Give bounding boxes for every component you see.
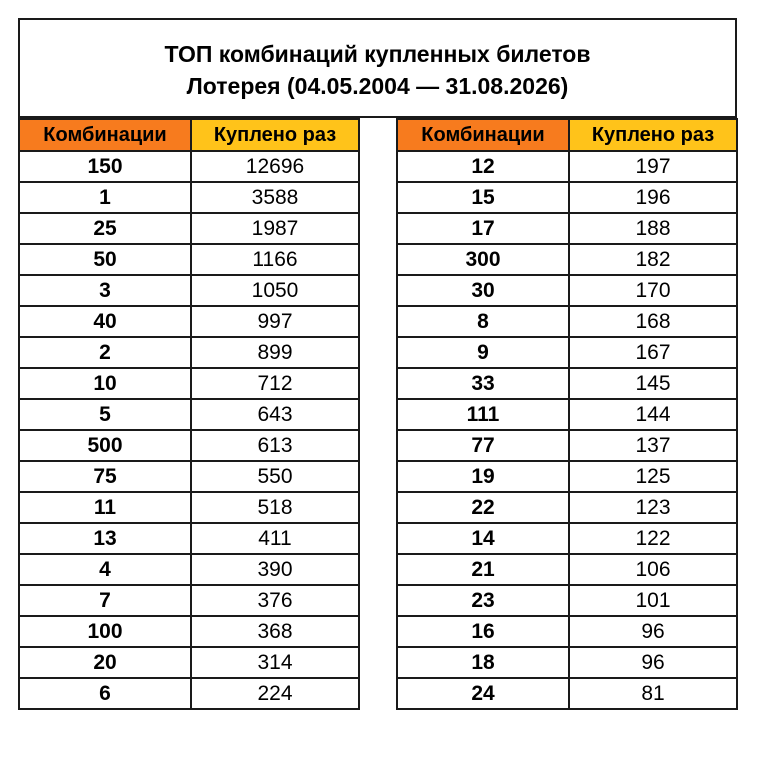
combination-cell: 50 xyxy=(19,244,191,275)
table-row xyxy=(19,554,359,585)
table-row xyxy=(19,647,359,678)
combination-cell: 40 xyxy=(19,306,191,337)
table-row xyxy=(19,337,359,368)
table-row xyxy=(19,430,359,461)
table-row xyxy=(19,678,359,709)
count-cell: 1987 xyxy=(191,213,359,244)
title-box xyxy=(18,18,737,118)
combination-cell: 20 xyxy=(19,647,191,678)
combination-cell: 25 xyxy=(19,213,191,244)
combination-cell: 30 xyxy=(397,275,569,306)
count-cell: 196 xyxy=(569,182,737,213)
table-row xyxy=(397,213,737,244)
table-header-row xyxy=(397,119,737,151)
count-cell: 96 xyxy=(569,616,737,647)
table-row xyxy=(19,306,359,337)
combination-cell: 1 xyxy=(19,182,191,213)
count-cell: 224 xyxy=(191,678,359,709)
combination-cell: 14 xyxy=(397,523,569,554)
table-row xyxy=(19,461,359,492)
count-cell: 411 xyxy=(191,523,359,554)
table-row xyxy=(19,368,359,399)
combination-cell: 9 xyxy=(397,337,569,368)
combination-cell: 8 xyxy=(397,306,569,337)
right-table xyxy=(396,118,738,710)
table-row xyxy=(19,151,359,182)
table-header-row xyxy=(19,119,359,151)
table-row xyxy=(397,523,737,554)
count-cell: 144 xyxy=(569,399,737,430)
count-cell: 3588 xyxy=(191,182,359,213)
count-cell: 137 xyxy=(569,430,737,461)
count-cell: 12696 xyxy=(191,151,359,182)
count-cell: 712 xyxy=(191,368,359,399)
count-cell: 1166 xyxy=(191,244,359,275)
count-cell: 122 xyxy=(569,523,737,554)
combination-cell: 500 xyxy=(19,430,191,461)
count-cell: 170 xyxy=(569,275,737,306)
table-row xyxy=(397,461,737,492)
table-row xyxy=(19,523,359,554)
combination-cell: 24 xyxy=(397,678,569,709)
table-row xyxy=(397,182,737,213)
table-row xyxy=(397,554,737,585)
table-row xyxy=(397,430,737,461)
page-title: ТОП комбинаций купленных билетов xyxy=(164,41,591,67)
combination-cell: 11 xyxy=(19,492,191,523)
combination-cell: 6 xyxy=(19,678,191,709)
table-row xyxy=(397,306,737,337)
table-row xyxy=(19,182,359,213)
count-cell: 168 xyxy=(569,306,737,337)
combination-cell: 7 xyxy=(19,585,191,616)
combination-cell: 18 xyxy=(397,647,569,678)
count-cell: 182 xyxy=(569,244,737,275)
combination-cell: 77 xyxy=(397,430,569,461)
count-cell: 314 xyxy=(191,647,359,678)
count-cell: 123 xyxy=(569,492,737,523)
count-cell: 145 xyxy=(569,368,737,399)
left-table xyxy=(18,118,360,710)
right-table-body xyxy=(397,151,737,709)
combination-cell: 17 xyxy=(397,213,569,244)
combination-cell: 33 xyxy=(397,368,569,399)
count-cell: 368 xyxy=(191,616,359,647)
count-cell: 125 xyxy=(569,461,737,492)
table-row xyxy=(397,368,737,399)
combination-cell: 15 xyxy=(397,182,569,213)
combination-cell: 75 xyxy=(19,461,191,492)
combination-cell: 12 xyxy=(397,151,569,182)
combination-cell: 10 xyxy=(19,368,191,399)
table-row xyxy=(397,678,737,709)
combination-cell: 2 xyxy=(19,337,191,368)
column-header-count: Куплено раз xyxy=(191,119,359,151)
combination-cell: 13 xyxy=(19,523,191,554)
combination-cell: 19 xyxy=(397,461,569,492)
count-cell: 518 xyxy=(191,492,359,523)
combination-cell: 4 xyxy=(19,554,191,585)
table-row xyxy=(19,492,359,523)
count-cell: 167 xyxy=(569,337,737,368)
combination-cell: 300 xyxy=(397,244,569,275)
combination-cell: 111 xyxy=(397,399,569,430)
count-cell: 899 xyxy=(191,337,359,368)
count-cell: 106 xyxy=(569,554,737,585)
table-row xyxy=(397,647,737,678)
table-row xyxy=(19,275,359,306)
combination-cell: 16 xyxy=(397,616,569,647)
count-cell: 613 xyxy=(191,430,359,461)
table-row xyxy=(397,244,737,275)
count-cell: 81 xyxy=(569,678,737,709)
column-header-combination: Комбинации xyxy=(19,119,191,151)
left-table-body xyxy=(19,151,359,709)
combination-cell: 3 xyxy=(19,275,191,306)
combination-cell: 23 xyxy=(397,585,569,616)
count-cell: 96 xyxy=(569,647,737,678)
table-row xyxy=(19,585,359,616)
combination-cell: 150 xyxy=(19,151,191,182)
table-row xyxy=(19,244,359,275)
table-row xyxy=(397,151,737,182)
table-row xyxy=(19,616,359,647)
count-cell: 550 xyxy=(191,461,359,492)
page-subtitle: Лотерея (04.05.2004 — 31.08.2026) xyxy=(186,73,569,99)
count-cell: 197 xyxy=(569,151,737,182)
column-header-count: Куплено раз xyxy=(569,119,737,151)
table-row xyxy=(19,399,359,430)
count-cell: 390 xyxy=(191,554,359,585)
table-row xyxy=(19,213,359,244)
combination-cell: 100 xyxy=(19,616,191,647)
table-row xyxy=(397,399,737,430)
combination-cell: 21 xyxy=(397,554,569,585)
count-cell: 188 xyxy=(569,213,737,244)
count-cell: 101 xyxy=(569,585,737,616)
combination-cell: 5 xyxy=(19,399,191,430)
combination-cell: 22 xyxy=(397,492,569,523)
column-header-combination: Комбинации xyxy=(397,119,569,151)
table-row xyxy=(397,492,737,523)
count-cell: 643 xyxy=(191,399,359,430)
count-cell: 1050 xyxy=(191,275,359,306)
count-cell: 376 xyxy=(191,585,359,616)
table-row xyxy=(397,275,737,306)
table-row xyxy=(397,616,737,647)
table-row xyxy=(397,337,737,368)
table-row xyxy=(397,585,737,616)
count-cell: 997 xyxy=(191,306,359,337)
